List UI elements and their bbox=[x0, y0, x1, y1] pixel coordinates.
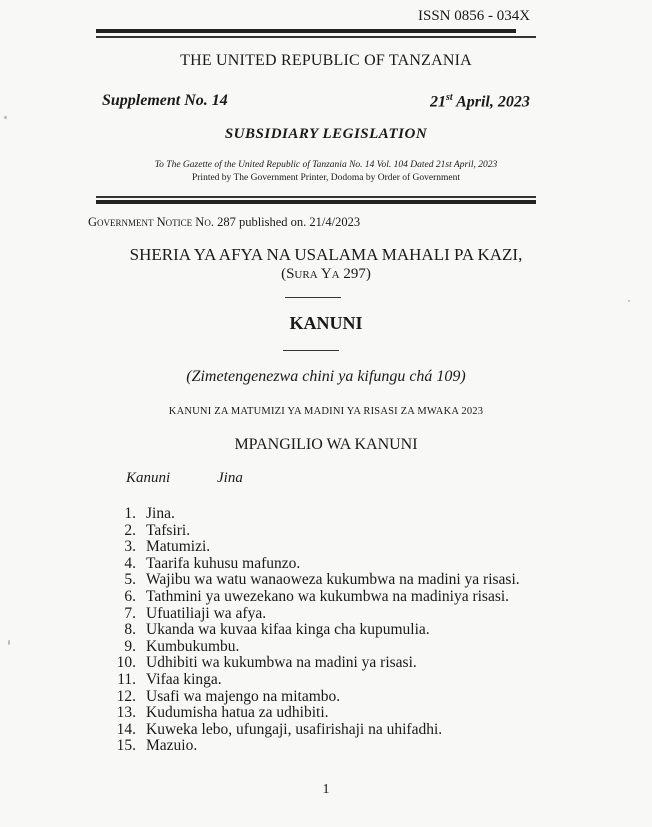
item-number: 5. bbox=[124, 571, 136, 589]
supplement-date bbox=[430, 92, 530, 111]
chapter-label: Sura Ya bbox=[286, 266, 340, 282]
list-item bbox=[100, 705, 540, 722]
chapter-number: 297) bbox=[339, 266, 371, 282]
item-text: Kudumisha hatua za udhibiti. bbox=[146, 704, 329, 722]
item-text: Kuweka lebo, ufungaji, usafirishaji na uhifadhi. bbox=[146, 720, 443, 738]
item-number: 12. bbox=[116, 687, 136, 705]
act-chapter bbox=[0, 266, 652, 283]
item-text: Tafsiri. bbox=[146, 521, 191, 539]
header-rule-thin bbox=[96, 36, 536, 38]
government-notice bbox=[88, 215, 360, 230]
subsidiary-legislation-title: SUBSIDIARY LEGISLATION bbox=[224, 126, 428, 142]
item-number: 3. bbox=[124, 538, 136, 556]
list-item bbox=[100, 738, 540, 755]
column-header-regulation: Kanuni bbox=[126, 470, 171, 486]
act-title: SHERIA YA AFYA NA USALAMA MAHALI PA KAZI, bbox=[129, 245, 523, 264]
column-header-title: Jina bbox=[217, 470, 243, 486]
supplement-number: Supplement No. 14 bbox=[102, 92, 228, 109]
list-item bbox=[100, 556, 540, 573]
list-item bbox=[100, 572, 540, 589]
arrangement-heading: MPANGILIO WA KANUNI bbox=[234, 436, 418, 453]
section-heading: KANUNI bbox=[289, 313, 363, 333]
list-item bbox=[100, 722, 540, 739]
item-number: 8. bbox=[124, 621, 136, 639]
list-item bbox=[100, 506, 540, 523]
list-item bbox=[100, 672, 540, 689]
header-rule-thick bbox=[96, 29, 516, 33]
item-text: Tathmini ya uwezekano wa kukumbwa na madiniya risasi. bbox=[146, 587, 510, 605]
printer-line: Printed by The Government Printer, Dodoma by Order of Government bbox=[191, 173, 461, 183]
item-text: Ufuatiliaji wa afya. bbox=[146, 604, 267, 622]
divider bbox=[285, 297, 341, 298]
made-under-line: (Zimetengenezwa chini ya kifungu chá 109) bbox=[186, 368, 466, 385]
masthead-rule-thick bbox=[96, 200, 536, 204]
notice-prefix: Government Notice No. bbox=[88, 215, 214, 229]
gazette-line: To The Gazette of the United Republic of Tanzania No. 14 Vol. 104 Dated 21st April, 2023 bbox=[154, 160, 498, 170]
date-suffix: st bbox=[446, 92, 453, 103]
scan-speck bbox=[628, 300, 630, 302]
masthead-rule-thin bbox=[96, 196, 536, 198]
page-number: 1 bbox=[322, 782, 330, 797]
chapter-open: ( bbox=[281, 266, 287, 282]
item-number: 13. bbox=[116, 704, 136, 722]
issn-number: ISSN 0856 - 034X bbox=[418, 8, 531, 24]
item-text: Usafi wa majengo na mitambo. bbox=[146, 687, 341, 705]
item-number: 2. bbox=[124, 521, 136, 539]
item-number: 6. bbox=[124, 587, 136, 605]
item-text: Taarifa kuhusu mafunzo. bbox=[146, 554, 301, 572]
item-number: 14. bbox=[116, 720, 136, 738]
item-number: 9. bbox=[124, 637, 136, 655]
table-of-contents bbox=[100, 506, 540, 755]
notice-details: 287 published on. 21/4/2023 bbox=[213, 215, 361, 229]
item-text: Wajibu wa watu wanaoweza kukumbwa na madini ya risasi. bbox=[146, 571, 520, 589]
item-text: Kumbukumbu. bbox=[146, 637, 240, 655]
list-item bbox=[100, 689, 540, 706]
item-text: Jina. bbox=[146, 505, 175, 522]
item-text: Mazuio. bbox=[146, 737, 198, 755]
list-item bbox=[100, 589, 540, 606]
item-text: Matumizi. bbox=[146, 538, 211, 556]
country-title: THE UNITED REPUBLIC OF TANZANIA bbox=[180, 52, 472, 69]
item-text: Udhibiti wa kukumbwa na madini ya risasi. bbox=[146, 654, 417, 672]
regulations-title: KANUNI ZA MATUMIZI YA MADINI YA RISASI ZA MWAKA 2023 bbox=[168, 406, 484, 417]
item-text: Vifaa kinga. bbox=[146, 670, 222, 688]
date-day: 21 bbox=[430, 93, 446, 111]
item-text: Ukanda wa kuvaa kifaa kinga cha kupumulia. bbox=[146, 621, 430, 639]
item-number: 10. bbox=[116, 654, 136, 672]
list-item bbox=[100, 606, 540, 623]
item-number: 1. bbox=[124, 505, 136, 522]
scan-speck bbox=[8, 640, 10, 645]
list-item bbox=[100, 639, 540, 656]
list-item bbox=[100, 655, 540, 672]
item-number: 11. bbox=[117, 670, 136, 688]
list-item bbox=[100, 539, 540, 556]
divider bbox=[283, 350, 339, 351]
list-item bbox=[100, 622, 540, 639]
scan-speck bbox=[4, 116, 7, 119]
item-number: 7. bbox=[124, 604, 136, 622]
item-number: 4. bbox=[124, 554, 136, 572]
list-item bbox=[100, 523, 540, 540]
item-number: 15. bbox=[116, 737, 136, 755]
date-month-year: April, 2023 bbox=[452, 93, 530, 111]
